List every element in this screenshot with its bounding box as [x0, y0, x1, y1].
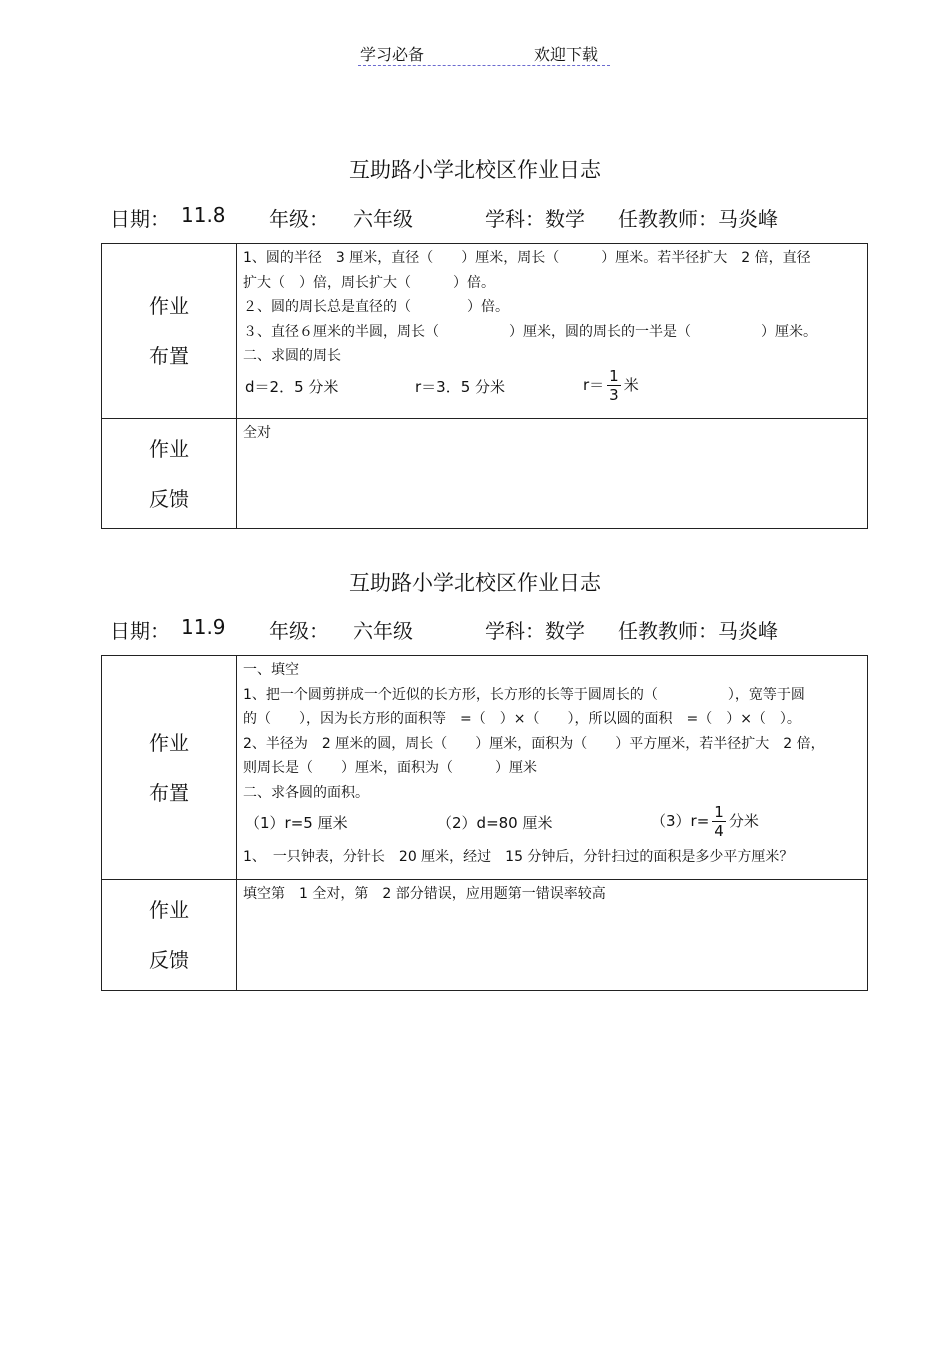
assignment-content — [237, 244, 868, 419]
label-line: 作业 — [149, 436, 189, 461]
math-row — [243, 805, 861, 845]
math-item: （2）d=80 厘米 — [437, 814, 553, 832]
subject-text: 学科：数学 — [485, 619, 585, 643]
assignment-line: 2、半径为 2 厘米的圆，周长（ ）厘米，面积为（ ）平方厘米，若半径扩大 2 倍， — [243, 735, 825, 752]
label-line: 反馈 — [149, 486, 189, 511]
math-item: d＝2．5 分米 — [245, 377, 339, 396]
label-line: 反馈 — [149, 948, 189, 972]
assignment-line: 二、求各圆的面积。 — [243, 784, 369, 801]
fraction-numerator: 1 — [609, 366, 619, 385]
header-left-text: 学习必备 — [360, 45, 425, 64]
label-line: 布置 — [149, 780, 189, 805]
assignment-row — [102, 244, 868, 419]
math-item-fraction — [651, 803, 759, 840]
teacher-text: 任教教师：马炎峰 — [618, 207, 778, 231]
date-label: 日期： — [110, 207, 170, 231]
feedback-content: 填空第 1 全对，第 2 部分错误，应用题第一错误率较高 — [237, 880, 868, 991]
assignment-row — [102, 656, 868, 880]
assignment-line: 1、把一个圆剪拼成一个近似的长方形，长方形的长等于圆周长的（ ），宽等于圆 — [243, 686, 805, 703]
fraction-denominator: 3 — [609, 385, 619, 404]
log-title: 互助路小学北校区作业日志 — [349, 571, 601, 595]
label-line: 作业 — [149, 898, 189, 922]
math-unit: 分米 — [728, 812, 759, 830]
assignment-line: 扩大（ ）倍，周长扩大（ ）倍。 — [243, 274, 495, 291]
page-header — [358, 42, 610, 66]
label-line: 作业 — [149, 730, 189, 755]
feedback-label — [102, 419, 237, 529]
grade-label: 年级： — [269, 207, 329, 231]
assignment-label — [102, 656, 237, 880]
assignment-line: 则周长是（ ）厘米，面积为（ ）厘米 — [243, 760, 537, 776]
feedback-row — [102, 880, 868, 991]
subject-text: 学科：数学 — [485, 207, 585, 231]
math-unit: 米 — [623, 375, 639, 394]
fraction — [607, 367, 621, 404]
assignment-content — [237, 656, 868, 880]
assignment-line: 1、圆的半径 3 厘米，直径（ ）厘米，周长（ ）厘米。若半径扩大 2 倍，直径 — [243, 250, 811, 266]
assignment-line: 一、填空 — [243, 662, 299, 678]
log-table — [101, 243, 868, 529]
teacher-text: 任教教师：马炎峰 — [618, 619, 778, 643]
date-label: 日期： — [110, 619, 170, 643]
math-item: r＝3．5 分米 — [415, 377, 506, 396]
math-item-fraction — [583, 367, 639, 404]
log-table — [101, 655, 868, 991]
assignment-line: 的（ ），因为长方形的面积等 =（ ）×（ ），所以圆的面积 =（ ）×（ ）。 — [243, 711, 801, 727]
math-row — [243, 366, 861, 409]
feedback-label — [102, 880, 237, 991]
assignment-line: 二、求圆的周长 — [243, 348, 341, 364]
header-right-text: 欢迎下载 — [534, 45, 599, 64]
fraction-numerator: 1 — [714, 803, 724, 821]
log-title: 互助路小学北校区作业日志 — [349, 158, 601, 182]
label-line: 作业 — [149, 294, 189, 318]
date-value: 11.8 — [181, 203, 226, 227]
assignment-line: 1、 一只钟表，分针长 20 厘米，经过 15 分钟后，分针扫过的面积是多少平方厘米？ — [243, 849, 794, 865]
grade-value: 六年级 — [353, 619, 413, 643]
grade-label: 年级： — [269, 619, 329, 643]
label-line: 布置 — [149, 344, 189, 368]
math-item: （1）r=5 厘米 — [245, 814, 348, 832]
math-prefix: （3）r= — [651, 812, 710, 830]
assignment-line: ２、圆的周长总是直径的（ ）倍。 — [243, 299, 509, 315]
date-value: 11.9 — [181, 615, 226, 639]
fraction-denominator: 4 — [714, 822, 724, 840]
feedback-content: 全对 — [237, 419, 868, 529]
assignment-line: ３、直径６厘米的半圆，周长（ ）厘米，圆的周长的一半是（ ）厘米。 — [243, 323, 817, 340]
fraction — [712, 803, 726, 840]
grade-value: 六年级 — [353, 207, 413, 231]
assignment-label — [102, 244, 237, 419]
math-prefix: r＝ — [583, 375, 605, 394]
feedback-row — [102, 419, 868, 529]
